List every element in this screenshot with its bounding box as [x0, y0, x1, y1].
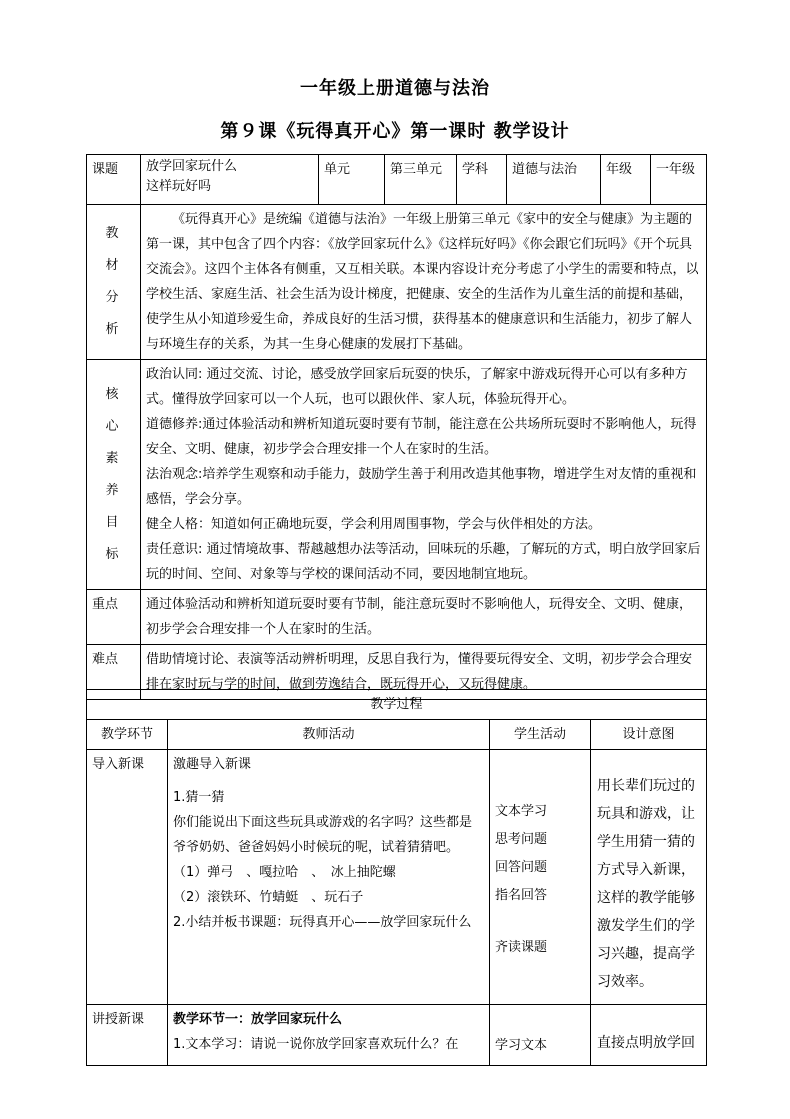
teach-stage: 讲授新课 — [87, 1005, 168, 1066]
core-item-law: 法治观念:培养学生观察和动手能力，鼓励学生善于利用改造其他事物，增进学生对友情的重视和感悟，学会分享。 — [146, 467, 697, 507]
header-student: 学生活动 — [490, 720, 591, 750]
intro-student-5: 齐读课题 — [495, 940, 548, 955]
teaching-process-table — [86, 689, 707, 1066]
teach-line-1: 1.文本学习：请说一说你放学回家喜欢玩什么？在 — [173, 1037, 459, 1052]
intro-heading: 激趣导入新课 — [173, 757, 252, 772]
info-row — [87, 155, 707, 205]
intro-list-1: （1）弹弓 、嘎拉哈 、 冰上抽陀螺 — [173, 865, 396, 880]
intro-student-4: 指名回答 — [495, 888, 548, 903]
intro-question: 你们能说出下面这些玩具或游戏的名字吗？这些都是爷爷奶奶、爸爸妈妈小时候玩的呢，试着猜猜吧。 — [173, 815, 473, 855]
teach-design-intent: 直接点明放学回 — [591, 1005, 707, 1066]
topic-label: 课题 — [87, 155, 141, 205]
subject-label: 学科 — [457, 155, 507, 205]
key-point-row — [87, 590, 707, 645]
intro-stage: 导入新课 — [87, 750, 168, 1005]
analysis-text: 《玩得真开心》是统编《道德与法治》一年级上册第三单元《家中的安全与健康》为主题的第一课，其中包含了四个内容：《放学回家玩什么》《这样玩好吗》《你会跟它们玩吗》《开个玩具交流会》。这四个主体各有侧重，又互相关联。本课内容设计充分考虑了小学生的需要和特点，以学校生活、家庭生活、社会生活为设计梯度，把健康、安全的生活作为儿童生活的前提和基础，使学生从小知道珍爱生命，养成良好的生活习惯，获得基本的健康意识和生活能力，初步了解人与环境生存的关系，为其一生身心健康的发展打下基础。 — [141, 205, 707, 360]
intro-student-3: 回答问题 — [495, 860, 548, 875]
process-title: 教学过程 — [87, 690, 707, 720]
topic-line-2: 这样玩好吗 — [146, 179, 212, 194]
core-item-personality: 健全人格：知道如何正确地玩耍，学会利用周围事物，学会与伙伴相处的方法。 — [146, 517, 602, 532]
header-stage: 教学环节 — [87, 720, 168, 750]
analysis-label: 教 材 分 析 — [87, 205, 141, 360]
process-header-row — [87, 720, 707, 750]
topic-line-1: 放学回家玩什么 — [146, 159, 238, 174]
core-label: 核 心 素 养 目 标 — [87, 360, 141, 590]
intro-list-2: （2）滚铁环、竹蜻蜓 、玩石子 — [173, 890, 364, 905]
intro-step-2: 2.小结并板书课题：玩得真开心——放学回家玩什么 — [173, 915, 472, 930]
topic-value — [141, 155, 319, 205]
key-point-label: 重点 — [87, 590, 141, 645]
subject-value: 道德与法治 — [507, 155, 601, 205]
intro-row — [87, 750, 707, 1005]
intro-student-2: 思考问题 — [495, 832, 548, 847]
grade-label: 年级 — [601, 155, 651, 205]
core-item-responsibility: 责任意识: 通过情境故事、帮越越想办法等活动，回味玩的乐趣，了解玩的方式，明白放学回家后玩的时间、空间、对象等与学校的课间活动不同，要因地制宜地玩。 — [146, 542, 701, 582]
document-title: 一年级上册道德与法治 — [300, 78, 490, 99]
core-content — [141, 360, 707, 590]
intro-teacher-activity — [168, 750, 490, 1005]
teach-row — [87, 1005, 707, 1066]
teach-student-activity: 学习文本 — [490, 1005, 591, 1066]
core-row — [87, 360, 707, 590]
teach-teacher-activity — [168, 1005, 490, 1066]
header-teacher: 教师活动 — [168, 720, 490, 750]
difficult-point-text: 借助情境讨论、表演等活动辨析明理，反思自我行为，懂得要玩得安全、文明，初步学会合理安排在家时玩与学的时间，做到劳逸结合，既玩得开心，又玩得健康。 — [141, 645, 707, 700]
unit-label: 单元 — [319, 155, 385, 205]
intro-design-intent: 用长辈们玩过的玩具和游戏，让学生用猜一猜的方式导入新课，这样的教学能够激发学生们的学习兴趣，提高学习效率。 — [591, 750, 707, 1005]
lesson-info-table — [86, 154, 707, 700]
process-title-row — [87, 690, 707, 720]
key-point-text: 通过体验活动和辨析知道玩耍时要有节制，能注意玩耍时不影响他人，玩得安全、文明、健康，初步学会合理安排一个人在家时的生活。 — [141, 590, 707, 645]
intro-step-1: 1.猜一猜 — [173, 790, 225, 805]
analysis-row — [87, 205, 707, 360]
core-item-politics: 政治认同: 通过交流、讨论，感受放学回家后玩耍的快乐，了解家中游戏玩得开心可以有多种方式。懂得放学回家可以一个人玩，也可以跟伙伴、家人玩，体验玩得开心。 — [146, 367, 688, 407]
difficult-point-label: 难点 — [87, 645, 141, 700]
intro-student-1: 文本学习 — [495, 804, 548, 819]
teach-section-heading: 教学环节一：放学回家玩什么 — [173, 1012, 343, 1027]
core-item-morality: 道德修养:通过体验活动和辨析知道玩耍时要有节制，能注意在公共场所玩耍时不影响他人，玩得安全、文明、健康，初步学会合理安排一个人在家时的生活。 — [146, 417, 697, 457]
unit-value: 第三单元 — [385, 155, 457, 205]
header-intent: 设计意图 — [591, 720, 707, 750]
lesson-subtitle: 第９课《玩得真开心》第一课时 教学设计 — [220, 121, 570, 142]
grade-value: 一年级 — [651, 155, 707, 205]
intro-student-activity — [490, 750, 591, 1005]
